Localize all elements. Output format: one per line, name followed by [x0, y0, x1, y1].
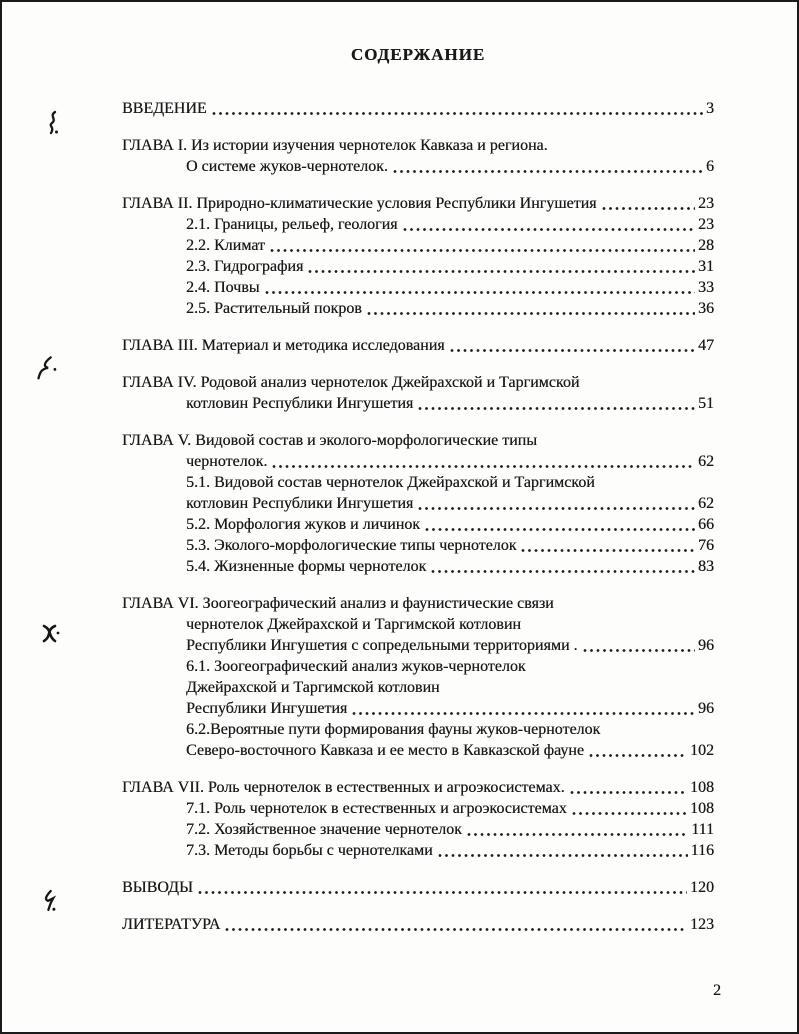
dot-leader: [212, 111, 703, 116]
page-title: СОДЕРЖАНИЕ: [350, 45, 486, 64]
dot-leader: [403, 227, 695, 232]
toc-entry-text: 7.2. Хозяйственное значение чернотелок: [186, 821, 462, 838]
toc-entry-text: 2.5. Растительный покров: [186, 300, 362, 317]
toc-entry-text: ГЛАВА IV. Родовой анализ чернотелок Джейрахской и Таргимской: [122, 374, 580, 391]
dot-leader: [225, 927, 687, 932]
toc-entry-text: ГЛАВА I. Из истории изучения чернотелок Кавказа и региона.: [122, 137, 548, 154]
dot-leader: [450, 348, 695, 353]
dot-leader: [425, 527, 695, 532]
toc-line: [122, 451, 714, 472]
page-content: [122, 44, 714, 951]
toc-page-number: 47: [698, 337, 714, 354]
toc-line: [122, 635, 714, 656]
toc-entry-text: Джейрахской и Таргимской котловин: [186, 679, 440, 696]
toc-line: [122, 719, 714, 740]
toc-page-number: 116: [690, 842, 714, 859]
toc-line: [122, 556, 714, 577]
toc-group: [122, 335, 714, 356]
toc-entry-text: 2.3. Гидрография: [186, 258, 304, 275]
toc-page-number: 83: [698, 558, 714, 575]
dot-leader: [270, 248, 695, 253]
dot-leader: [272, 464, 695, 469]
toc-page-number: 51: [698, 395, 714, 412]
toc-entry-text: 7.1. Роль чернотелок в естественных и агроэкосистемах: [186, 800, 567, 817]
toc-entry-text: ГЛАВА V. Видовой состав и эколого-морфологические типы: [122, 432, 537, 449]
toc-page-number: 108: [690, 800, 714, 817]
ink-mark-icon: [33, 352, 60, 381]
toc-line: [122, 98, 714, 119]
toc-page-number: 3: [706, 100, 714, 117]
toc-line: [122, 677, 714, 698]
dot-leader: [572, 811, 687, 816]
toc-page-number: 123: [690, 916, 714, 933]
dot-leader: [418, 406, 695, 411]
toc-line: [122, 156, 714, 177]
dot-leader: [418, 506, 695, 511]
toc-line: [122, 335, 714, 356]
toc-page-number: 33: [698, 279, 714, 296]
toc-page-number: 23: [698, 195, 714, 212]
toc-line: [122, 393, 714, 414]
toc-line: [122, 877, 714, 898]
toc-entry-text: ГЛАВА VII. Роль чернотелок в естественных и агроэкосистемах.: [122, 779, 565, 796]
toc-entry-text: О системе жуков-чернотелок.: [186, 158, 388, 175]
toc-entry-text: 5.4. Жизненные формы чернотелок: [186, 558, 427, 575]
toc-entry-text: Республики Ингушетия с сопредельными территориями .: [186, 637, 578, 654]
toc-page-number: 31: [698, 258, 714, 275]
toc-entry-text: 2.4. Почвы: [186, 279, 260, 296]
toc-page-number: 120: [690, 879, 714, 896]
dot-leader: [431, 569, 695, 574]
toc-line: [122, 372, 714, 393]
dot-leader: [589, 753, 687, 758]
toc-page-number: 102: [690, 742, 714, 759]
toc-entry-text: 5.2. Морфология жуков и личинок: [186, 516, 421, 533]
dot-leader: [438, 853, 688, 858]
toc-line: [122, 914, 714, 935]
ink-mark-icon: [37, 887, 63, 915]
dot-leader: [367, 311, 695, 316]
toc-group: [122, 193, 714, 319]
toc-line: [122, 698, 714, 719]
toc-line: [122, 472, 714, 493]
toc-entry-text: 2.1. Границы, рельеф, геология: [186, 216, 398, 233]
dot-leader: [467, 832, 688, 837]
page-number: 2: [713, 982, 721, 999]
toc-line: [122, 656, 714, 677]
dot-leader: [393, 169, 703, 174]
toc-line: [122, 535, 714, 556]
toc-entry-text: ВВЕДЕНИЕ: [122, 100, 207, 117]
toc-line: [122, 593, 714, 614]
toc-entry-text: ГЛАВА III. Материал и методика исследования: [122, 337, 445, 354]
ink-mark-icon: [38, 622, 62, 648]
toc-entry-text: Северо-восточного Кавказа и ее место в Кавказской фауне: [186, 742, 584, 759]
toc-line: [122, 214, 714, 235]
toc-line: [122, 256, 714, 277]
toc-line: [122, 614, 714, 635]
toc-group: [122, 777, 714, 861]
toc-group: [122, 593, 714, 761]
toc-group: [122, 877, 714, 898]
dot-leader: [602, 206, 695, 211]
toc-entry-text: чернотелок Джейрахской и Таргимской котловин: [186, 616, 521, 633]
toc-entry-text: 2.2. Климат: [186, 237, 265, 254]
toc-group: [122, 914, 714, 935]
toc-page-number: 28: [698, 237, 714, 254]
toc-line: [122, 798, 714, 819]
toc-entry-text: 6.1. Зоогеографический анализ жуков-чернотелок: [186, 658, 526, 675]
dot-leader: [308, 269, 695, 274]
toc-entry-text: ЛИТЕРАТУРА: [122, 916, 221, 933]
toc-line: [122, 493, 714, 514]
dot-leader: [521, 548, 695, 553]
dot-leader: [570, 790, 687, 795]
toc-line: [122, 193, 714, 214]
toc-page-number: 62: [698, 453, 714, 470]
toc-page-number: 66: [698, 516, 714, 533]
toc-entry-text: ГЛАВА VI. Зоогеографический анализ и фаунистические связи: [122, 595, 554, 612]
toc-line: [122, 235, 714, 256]
toc-page-number: 76: [698, 537, 714, 554]
dot-leader: [265, 290, 696, 295]
dot-leader: [352, 711, 695, 716]
toc-line: [122, 135, 714, 156]
toc-page-number: 108: [690, 779, 714, 796]
toc-entry-text: 5.3. Эколого-морфологические типы чернотелок: [186, 537, 517, 554]
toc-group: [122, 98, 714, 119]
toc-entry-text: 6.2.Вероятные пути формирования фауны жуков-чернотелок: [186, 721, 601, 738]
toc-line: [122, 840, 714, 861]
toc-line: [122, 430, 714, 451]
toc-page-number: 111: [691, 821, 714, 838]
toc-page-number: 96: [698, 700, 714, 717]
toc-entry-text: 7.3. Методы борьбы с чернотелками: [186, 842, 433, 859]
toc-entry-text: котловин Республики Ингушетия: [186, 495, 414, 512]
toc-line: [122, 777, 714, 798]
toc-page-number: 6: [706, 158, 714, 175]
toc-line: [122, 514, 714, 535]
toc-entry-text: котловин Республики Ингушетия: [186, 395, 414, 412]
toc-line: [122, 740, 714, 761]
toc-group: [122, 430, 714, 577]
toc-page-number: 23: [698, 216, 714, 233]
ink-mark-icon: [42, 110, 66, 136]
toc-entry-text: ВЫВОДЫ: [122, 879, 193, 896]
toc-entry-text: 5.1. Видовой состав чернотелок Джейрахской и Таргимской: [186, 474, 595, 491]
toc-entry-text: ГЛАВА II. Природно-климатические условия Республики Ингушетия: [122, 195, 597, 212]
toc-line: [122, 819, 714, 840]
toc-line: [122, 277, 714, 298]
toc-entry-text: Республики Ингушетия: [186, 700, 348, 717]
toc-page-number: 62: [698, 495, 714, 512]
table-of-contents: [122, 98, 714, 935]
toc-page-number: 96: [698, 637, 714, 654]
toc-entry-text: чернотелок.: [186, 453, 268, 470]
toc-group: [122, 372, 714, 414]
toc-group: [122, 135, 714, 177]
dot-leader: [583, 648, 695, 653]
toc-line: [122, 298, 714, 319]
toc-page-number: 36: [698, 300, 714, 317]
dot-leader: [198, 890, 687, 895]
